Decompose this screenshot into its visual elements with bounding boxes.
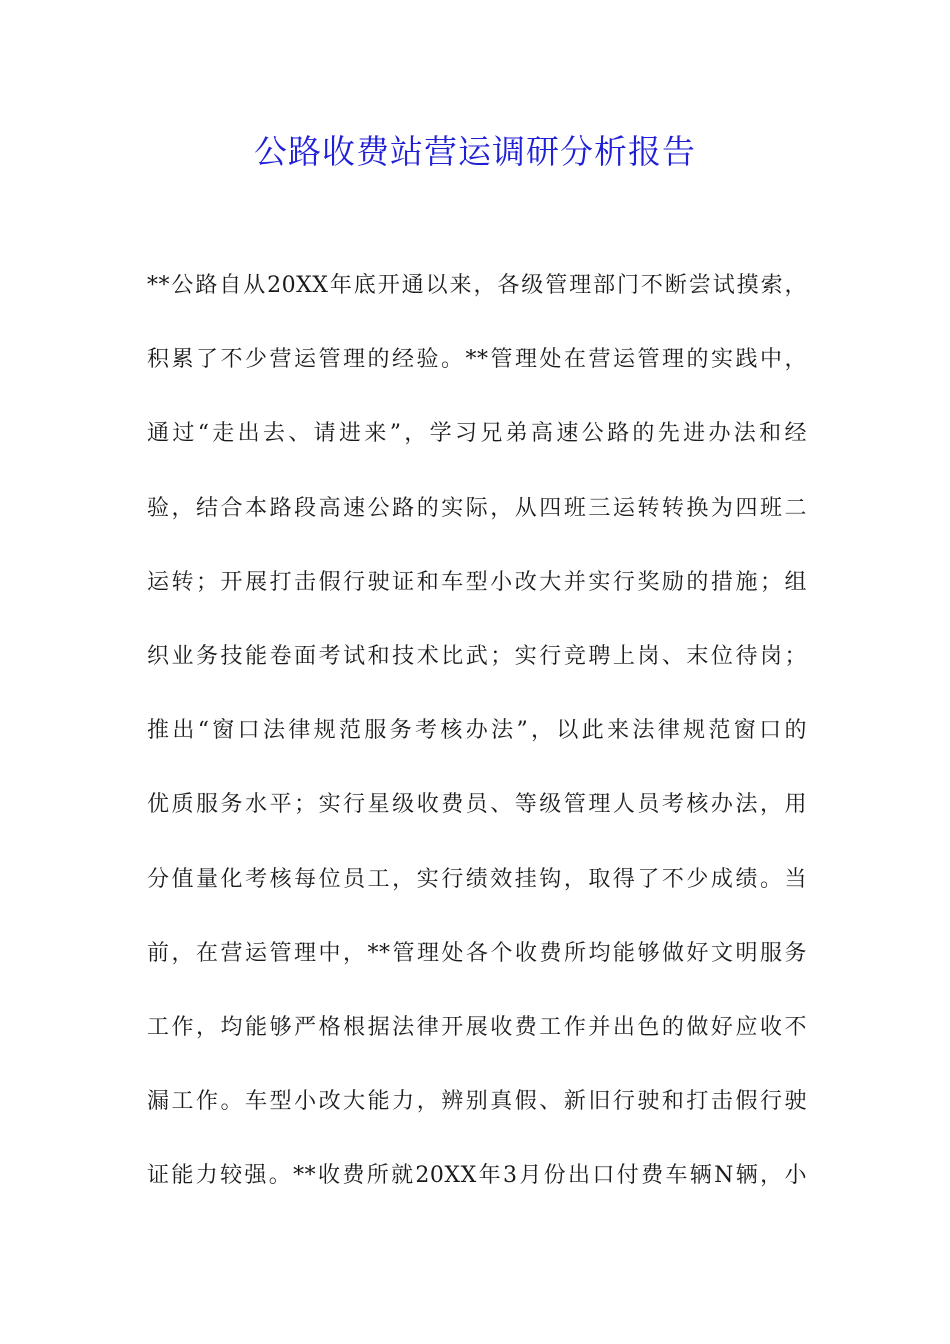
paragraph-line: 证能力较强。**收费所就20XX年3月份出口付费车辆N辆，小 bbox=[147, 1163, 807, 1189]
paragraph-line: 验，结合本路段高速公路的实际，从四班三运转转换为四班二 bbox=[147, 495, 807, 521]
paragraph-line: 工作，均能够严格根据法律开展收费工作并出色的做好应收不 bbox=[147, 1014, 807, 1040]
paragraph-line: 运转；开展打击假行驶证和车型小改大并实行奖励的措施；组 bbox=[147, 569, 807, 595]
paragraph-line: 前，在营运管理中，**管理处各个收费所均能够做好文明服务 bbox=[147, 940, 807, 966]
paragraph-line: 分值量化考核每位员工，实行绩效挂钩，取得了不少成绩。当 bbox=[147, 866, 807, 892]
paragraph-line: 漏工作。车型小改大能力，辨别真假、新旧行驶和打击假行驶 bbox=[147, 1089, 807, 1115]
document-title: 公路收费站营运调研分析报告 bbox=[254, 132, 696, 171]
paragraph-line: **公路自从20XX年底开通以来，各级管理部门不断尝试摸索， bbox=[147, 273, 807, 298]
paragraph-line: 通过“走出去、请进来”，学习兄弟高速公路的先进办法和经 bbox=[147, 421, 807, 447]
document-body bbox=[147, 260, 807, 1224]
paragraph-line: 推出“窗口法律规范服务考核办法”，以此来法律规范窗口的 bbox=[147, 718, 807, 744]
paragraph-line: 优质服务水平；实行星级收费员、等级管理人员考核办法，用 bbox=[147, 792, 807, 818]
paragraph-line: 积累了不少营运管理的经验。**管理处在营运管理的实践中， bbox=[147, 347, 807, 373]
paragraph-line: 织业务技能卷面考试和技术比武；实行竞聘上岗、末位待岗； bbox=[147, 643, 807, 669]
